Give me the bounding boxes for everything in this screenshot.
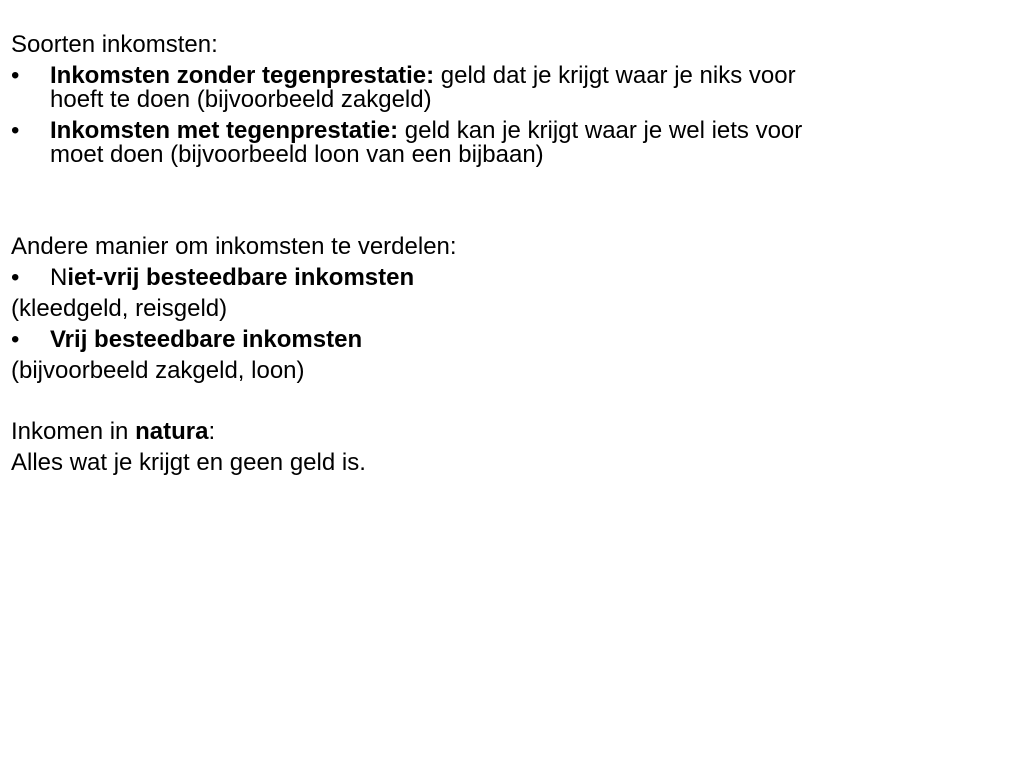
- list-item: [11, 266, 1011, 290]
- list-item: [11, 328, 1011, 352]
- list-item: [11, 64, 1011, 112]
- section-heading: [11, 420, 1011, 444]
- term-prefix: N: [50, 264, 68, 291]
- section-income-division: [11, 235, 1011, 383]
- list-item-line: [50, 328, 1011, 352]
- example-note: (bijvoorbeeld zakgeld, loon): [11, 357, 305, 384]
- bullet-icon: •: [11, 62, 20, 89]
- term-bold: Inkomsten zonder tegenprestatie:: [50, 62, 435, 89]
- term-bold: iet-vrij besteedbare inkomsten: [67, 264, 415, 291]
- heading-bold: natura: [135, 418, 209, 445]
- list-item-line: [50, 64, 1011, 88]
- section-heading: Soorten inkomsten:: [11, 31, 218, 58]
- term-bold: Inkomsten met tegenprestatie:: [50, 117, 399, 144]
- section-heading: Andere manier om inkomsten te verdelen:: [11, 233, 457, 260]
- list-item-line: [50, 119, 1011, 143]
- heading-prefix: Inkomen in: [11, 418, 136, 445]
- definition-text: geld dat je krijgt waar je niks voor: [434, 62, 796, 89]
- definition-text: geld kan je krijgt waar je wel iets voor: [398, 117, 803, 144]
- section-income-in-kind: [11, 420, 1011, 475]
- list-item-line: moet doen (bijvoorbeeld loon van een bijbaan): [50, 141, 544, 168]
- term-bold: Vrij besteedbare inkomsten: [50, 326, 363, 353]
- heading-suffix: :: [208, 418, 216, 445]
- list-item-line: hoeft te doen (bijvoorbeeld zakgeld): [50, 86, 432, 113]
- bullet-icon: •: [11, 264, 20, 291]
- bullet-icon: •: [11, 326, 20, 353]
- list-item: [11, 119, 1011, 167]
- list-item-line: [50, 266, 1011, 290]
- section-income-types: [11, 33, 1011, 167]
- bullet-icon: •: [11, 117, 20, 144]
- example-note: (kleedgeld, reisgeld): [11, 295, 228, 322]
- definition-text: Alles wat je krijgt en geen geld is.: [11, 449, 366, 476]
